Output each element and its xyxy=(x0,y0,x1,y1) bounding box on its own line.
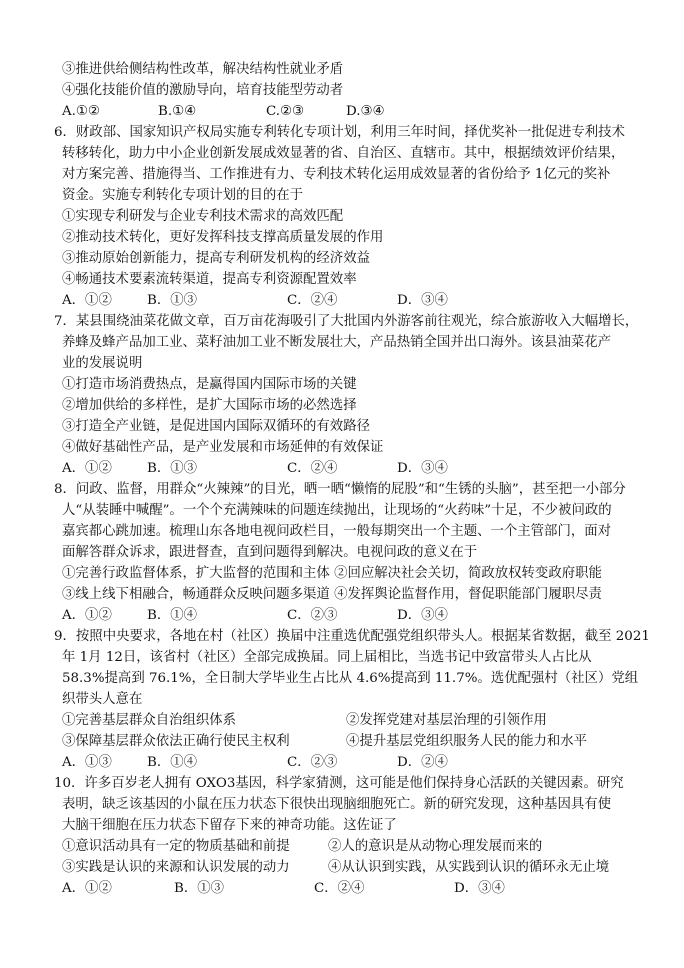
q7-item-2: ②增加供给的多样性，是扩大国际市场的必然选择 xyxy=(62,398,357,413)
q8-stem-line-2: 人“从装睡中喊醒”。一个个充满辣味的问题连续抛出，让现场的“火药味”十足，不少被问政的 xyxy=(62,503,612,518)
option-b: B．①③ xyxy=(147,293,198,308)
q6-item-3: ③推动原始创新能力，提高专利研发机构的经济效益 xyxy=(62,251,370,266)
prev-options xyxy=(62,101,385,122)
q10-options xyxy=(62,878,505,899)
q10-stem-line-2: 表明，缺乏该基因的小鼠在压力状态下很快出现脑细胞死亡。新的研究发现，这种基因具有使 xyxy=(62,797,612,812)
option-c: C．②④ xyxy=(314,881,365,896)
option-b: B.①④ xyxy=(158,104,197,119)
q9-stem-line-4: 织带头人意在 xyxy=(62,692,143,707)
q10-items-row-1 xyxy=(62,836,542,857)
option-b: B．①③ xyxy=(174,881,225,896)
option-d: D.③④ xyxy=(346,104,385,119)
q10-item-4: ④从认识到实践，从实践到认识的循环永无止境 xyxy=(328,860,610,875)
q6-stem-line-3: 对方案完善、措施得当、工作推进有力、专利技术转化运用成效显著的省份给予 1亿元的奖补 xyxy=(62,167,611,182)
q8-options xyxy=(62,605,448,626)
prev-item-4: ④强化技能价值的激励导向，培育技能型劳动者 xyxy=(62,83,344,98)
q7-item-3: ③打造全产业链，是促进国内国际双循环的有效路径 xyxy=(62,419,370,434)
option-b: B．①④ xyxy=(147,608,198,623)
option-a: A．①② xyxy=(62,608,112,623)
q8-items-row-1: ①完善行政监督体系，扩大监督的范围和主体 ②回应解决社会关切，简政放权转变政府职能 xyxy=(62,566,602,581)
prev-item-3: ③推进供给侧结构性改革，解决结构性就业矛盾 xyxy=(62,62,344,77)
q9-items-row-2 xyxy=(62,731,587,752)
q8-items-row-2: ③线上线下相融合，畅通群众反映问题多渠道 ④发挥舆论监督作用，督促职能部门履职尽责 xyxy=(62,587,602,602)
q7-stem-line-2: 养蜂及蜂产品加工业、菜籽油加工业不断发展壮大，产品热销全国并出口海外。该县油菜花产 xyxy=(62,335,612,350)
option-a: A.①② xyxy=(62,104,100,119)
q8-stem-line-1: 8．问政、监督，用群众“火辣辣”的目光，晒一晒“懒惰的屁股”和“生锈的头脑”，甚至把一小部分 xyxy=(54,482,626,497)
option-b: B．①④ xyxy=(147,755,198,770)
option-c: C．②③ xyxy=(287,755,338,770)
q6-stem-line-2: 转移转化，助力中小企业创新发展成效显著的省、自治区、直辖市。其中，根据绩效评价结果， xyxy=(62,146,625,161)
q9-stem-line-1: 9．按照中央要求，各地在村（社区）换届中注重选优配强党组织带头人。根据某省数据，截至 2021 xyxy=(54,629,650,644)
q8-stem-line-4: 面解答群众诉求，跟进督查，直到问题得到解决。电视问政的意义在于 xyxy=(62,545,478,560)
option-c: C．②③ xyxy=(287,608,338,623)
option-d: D．③④ xyxy=(454,881,505,896)
q7-item-4: ④做好基础性产品，是产业发展和市场延伸的有效保证 xyxy=(62,440,384,455)
q8-stem-line-3: 嘉宾都心跳加速。梳理山东各地电视问政栏目，一般每期突出一个主题、一个主管部门，面对 xyxy=(62,524,612,539)
option-a: A．①② xyxy=(62,881,112,896)
q7-options xyxy=(62,458,448,479)
option-a: A．①③ xyxy=(62,755,112,770)
q9-item-4: ④提升基层党组织服务人民的能力和水平 xyxy=(346,734,588,749)
option-a: A．①② xyxy=(62,293,112,308)
q10-stem-line-3: 大脑干细胞在压力状态下留存下来的神奇功能。这佐证了 xyxy=(62,818,397,833)
option-c: C.②③ xyxy=(266,104,305,119)
option-b: B．①③ xyxy=(147,461,198,476)
q9-items-row-1 xyxy=(62,710,547,731)
q6-options xyxy=(62,290,448,311)
q9-options xyxy=(62,752,448,773)
option-d: D．②④ xyxy=(397,755,448,770)
option-c: C．②④ xyxy=(287,461,338,476)
q10-item-2: ②人的意识是从动物心理发展而来的 xyxy=(328,839,543,854)
q7-stem-line-3: 业的发展说明 xyxy=(62,356,143,371)
q6-item-1: ①实现专利研发与企业专利技术需求的高效匹配 xyxy=(62,209,344,224)
q6-stem-line-4: 资金。实施专利转化专项计划的目的在于 xyxy=(62,188,304,203)
option-c: C．②④ xyxy=(287,293,338,308)
q6-item-2: ②推动技术转化，更好发挥科技支撑高质量发展的作用 xyxy=(62,230,384,245)
q9-stem-line-2: 年 1月 12日，该省村（社区）全部完成换届。同上届相比，当选书记中致富带头人占比从 xyxy=(62,650,592,665)
q7-stem-line-1: 7．某县围绕油菜花做文章，百万亩花海吸引了大批国内外游客前往观光，综合旅游收入大幅增长， xyxy=(54,314,639,329)
q9-stem-line-3: 58.3%提高到 76.1%，全日制大学毕业生占比从 4.6%提高到 11.7%。选优配强村（社区）党组 xyxy=(62,671,639,686)
q10-items-row-2 xyxy=(62,857,609,878)
option-a: A．①② xyxy=(62,461,112,476)
q9-item-1: ①完善基层群众自治组织体系 xyxy=(62,713,237,728)
q10-item-1: ①意识活动具有一定的物质基础和前提 xyxy=(62,839,290,854)
option-d: D．③④ xyxy=(397,293,448,308)
q10-item-3: ③实践是认识的来源和认识发展的动力 xyxy=(62,860,290,875)
q9-item-2: ②发挥党建对基层治理的引领作用 xyxy=(346,713,547,728)
q10-stem-line-1: 10．许多百岁老人拥有 OXO3基因，科学家猜测，这可能是他们保持身心活跃的关键因素。研究 xyxy=(54,776,624,791)
q7-item-1: ①打造市场消费热点，是赢得国内国际市场的关键 xyxy=(62,377,357,392)
option-d: D．③④ xyxy=(397,461,448,476)
q6-item-4: ④畅通技术要素流转渠道，提高专利资源配置效率 xyxy=(62,272,357,287)
q6-stem-line-1: 6．财政部、国家知识产权局实施专利转化专项计划，利用三年时间，择优奖补一批促进专利技术 xyxy=(54,125,625,140)
q9-item-3: ③保障基层群众依法正确行使民主权利 xyxy=(62,734,290,749)
option-d: D．③④ xyxy=(397,608,448,623)
